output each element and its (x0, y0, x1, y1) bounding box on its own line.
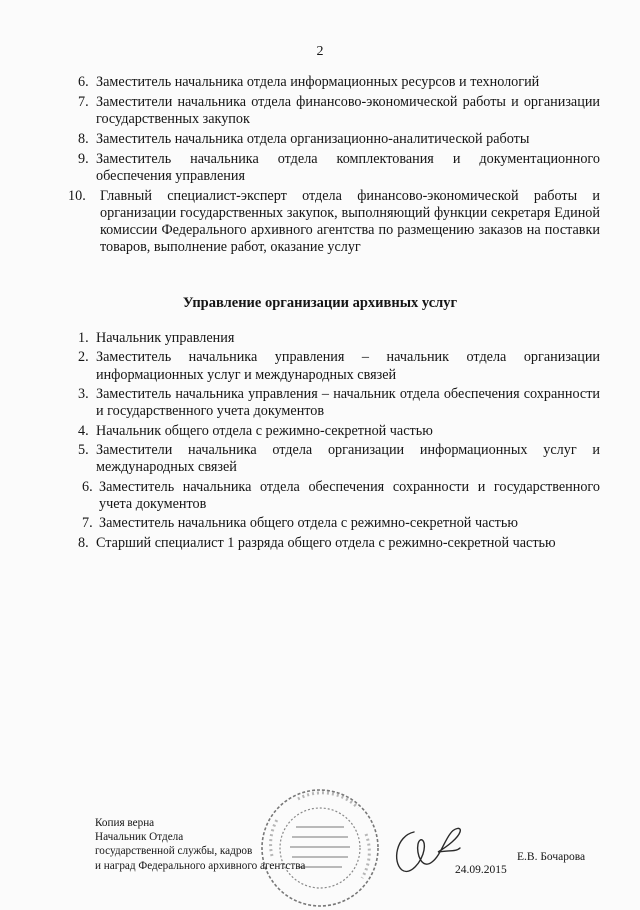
list-item-number: 2. (78, 349, 89, 366)
list-item-number: 7. (78, 93, 89, 110)
list-item (78, 423, 600, 440)
position-list-bottom (78, 330, 600, 554)
list-item-text: Заместитель начальника управления – начальник отдела организации информационных услуг и международных связей (96, 349, 600, 383)
list-item-number: 10. (68, 187, 86, 204)
list-item-text: Начальник управления (96, 330, 235, 346)
certification-line: государственной службы, кадров (95, 845, 253, 858)
certification-line: Начальник Отдела (95, 831, 184, 844)
list-item-number: 6. (78, 74, 89, 90)
list-item-number: 1. (78, 330, 89, 346)
page-number: 2 (316, 44, 324, 59)
list-item (78, 442, 600, 476)
list-item-text: Заместитель начальника отдела обеспечения сохранности и государственного учета документов (99, 478, 600, 512)
certification-block (95, 816, 305, 873)
list-item-text: Заместитель начальника управления – начальник отдела обеспечения сохранности и государственного учета документов (96, 385, 600, 420)
list-item (78, 479, 600, 513)
certification-line: и наград Федерального архивного агентства (95, 859, 306, 872)
list-item (68, 187, 600, 257)
list-item (78, 515, 600, 532)
list-item (78, 386, 600, 420)
list-item-number: 4. (78, 422, 89, 439)
section-title: Управление организации архивных услуг (182, 295, 458, 311)
list-item-number: 8. (78, 130, 89, 147)
list-item (78, 535, 600, 552)
list-item-text: Заместитель начальника отдела организационно-аналитической работы (96, 130, 530, 147)
list-item-text: Заместитель начальника отдела комплектования и документационного обеспечения управления (96, 150, 600, 184)
list-item (78, 349, 600, 383)
list-item (78, 74, 600, 91)
list-item-text: Начальник общего отдела с режимно-секретной частью (96, 422, 433, 439)
list-item-number: 9. (78, 150, 89, 167)
list-item (78, 330, 600, 347)
position-list-top (68, 74, 600, 259)
list-item-text: Главный специалист-эксперт отдела финансово-экономической работы и организации государственных закупок, выполняющий функции секретаря Единой комиссии Федерального архивного агентства по размещению заказов на поставки товаров, выполнение работ, оказание услуг (100, 187, 600, 256)
list-item (78, 131, 600, 148)
list-item-text: Заместители начальника отдела финансово-экономической работы и организации государственных закупок (96, 93, 600, 127)
list-item-text: Заместитель начальника отдела информационных ресурсов и технологий (96, 74, 540, 90)
list-item-number: 6. (82, 478, 93, 495)
list-item-number: 7. (82, 515, 93, 532)
signer-name: Е.В. Бочарова (517, 851, 586, 863)
list-item-number: 3. (78, 385, 89, 402)
list-item-text: Заместитель начальника общего отдела с режимно-секретной частью (99, 515, 518, 532)
certification-line: Копия верна (95, 817, 155, 829)
list-item (78, 151, 600, 185)
list-item-number: 5. (78, 441, 89, 458)
list-item-text: Старший специалист 1 разряда общего отдела с режимно-секретной частью (96, 534, 556, 551)
list-item (78, 94, 600, 128)
list-item-text: Заместители начальника отдела организации информационных услуг и международных связей (96, 441, 600, 476)
list-item-number: 8. (78, 534, 89, 551)
signature-date: 24.09.2015 (455, 864, 507, 876)
